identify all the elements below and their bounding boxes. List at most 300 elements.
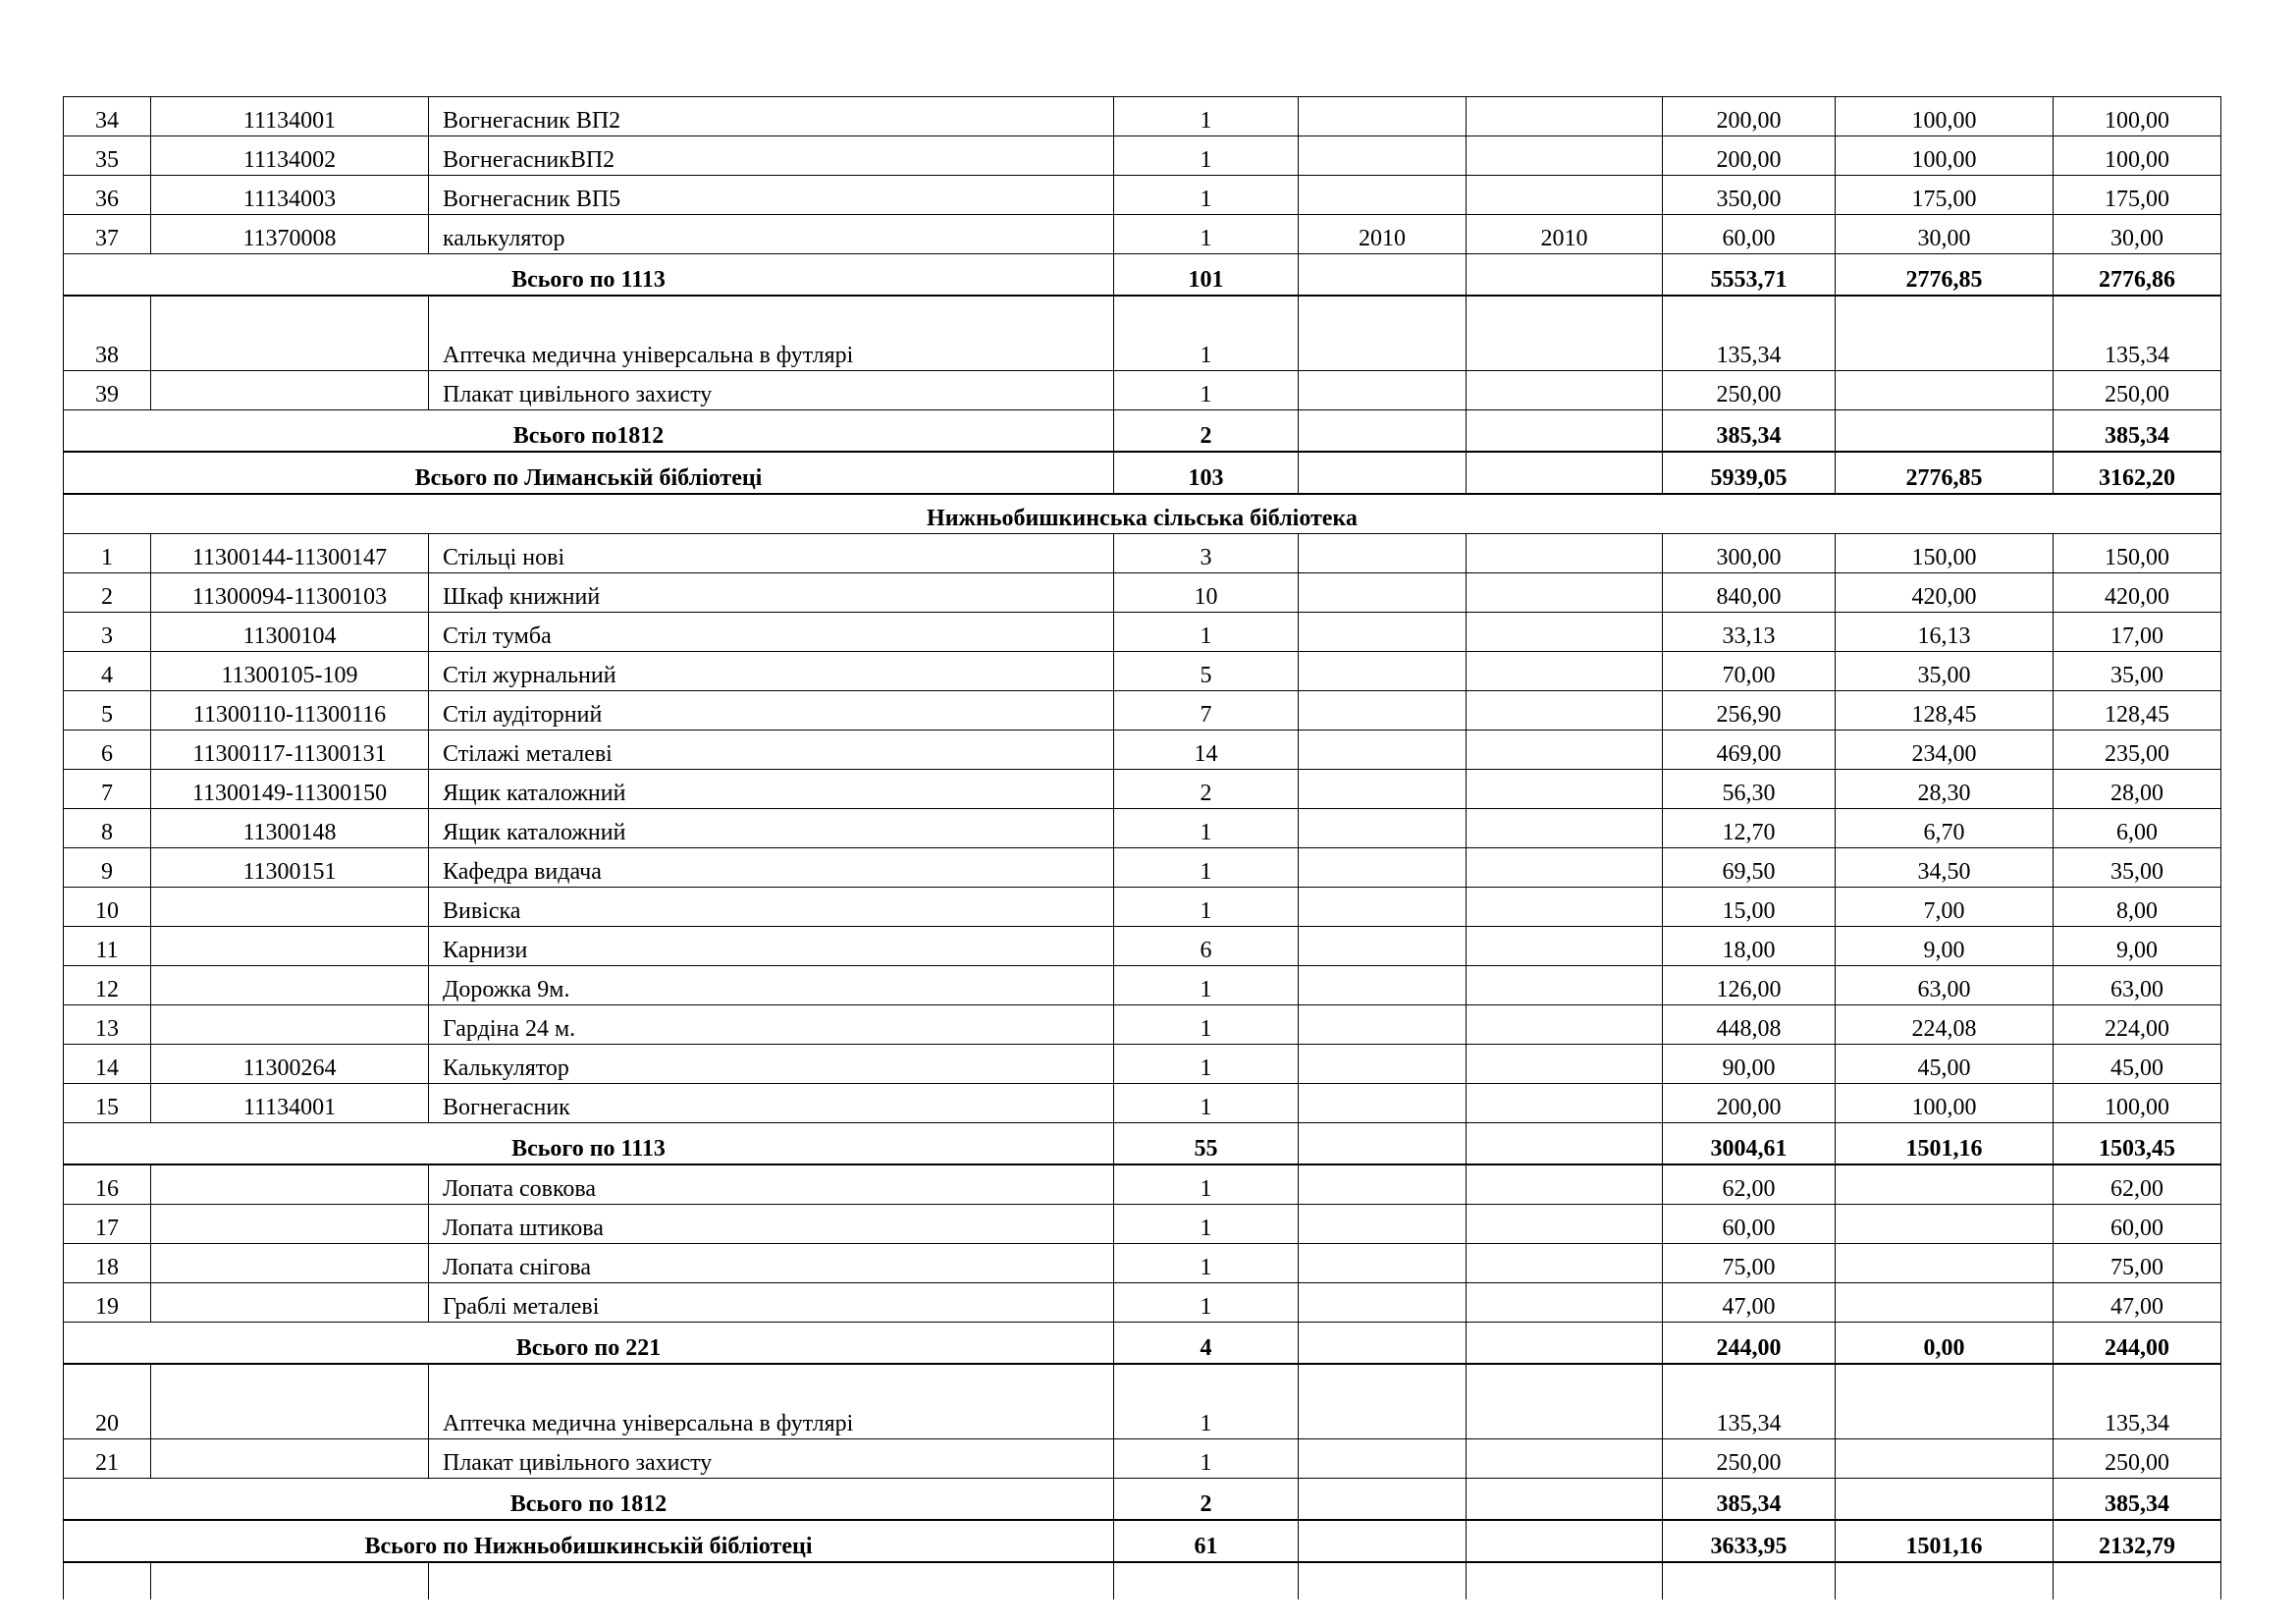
- year-cell: [1299, 848, 1467, 888]
- table-row: [64, 573, 2221, 613]
- inventory-code-cell: [151, 1244, 429, 1283]
- table-row: [64, 1084, 2221, 1123]
- subtotal-depreciation: [1836, 1479, 2054, 1521]
- inventory-code-cell: [151, 1283, 429, 1323]
- cost-cell: 60,00: [1663, 1205, 1836, 1244]
- inventory-code-cell: [151, 966, 429, 1005]
- row-number-cell: 34: [64, 97, 151, 136]
- quantity-cell: 1: [1114, 176, 1299, 215]
- table-row: [64, 1205, 2221, 1244]
- residual-value-cell: 28,00: [2054, 770, 2221, 809]
- depreciation-cell: [1836, 371, 2054, 410]
- table-row: [64, 1164, 2221, 1205]
- row-number-cell: 7: [64, 770, 151, 809]
- item-name-cell: Аптечка медична універсальна в футлярі: [429, 296, 1114, 371]
- depreciation-cell: 175,00: [1836, 176, 2054, 215]
- item-name-cell: Вивіска: [429, 888, 1114, 927]
- year-cell: [1467, 136, 1663, 176]
- row-number-cell: 36: [64, 176, 151, 215]
- residual-value-cell: 100,00: [2054, 97, 2221, 136]
- depreciation-cell: 150,00: [1836, 534, 2054, 573]
- row-number-cell: 5: [64, 691, 151, 731]
- year-cell: [1299, 534, 1467, 573]
- cost-cell: 840,00: [1663, 573, 1836, 613]
- depreciation-cell: 224,08: [1836, 1005, 2054, 1045]
- residual-value-cell: 47,00: [2054, 1283, 2221, 1323]
- table-row: [64, 809, 2221, 848]
- year-cell: [1467, 848, 1663, 888]
- empty-cell: [1467, 410, 1663, 453]
- subtotal-cost: 5553,71: [1663, 254, 1836, 297]
- empty-cell: [1299, 1123, 1467, 1165]
- subtotal-cost: 385,34: [1663, 1479, 1836, 1521]
- year-cell: [1467, 888, 1663, 927]
- inventory-code-cell: 11300104: [151, 613, 429, 652]
- empty-cell: [1299, 452, 1467, 494]
- subtotal-depreciation: 2776,85: [1836, 452, 2054, 494]
- row-number-cell: 2: [64, 573, 151, 613]
- table-row: [64, 534, 2221, 573]
- residual-value-cell: 75,00: [2054, 1244, 2221, 1283]
- residual-value-cell: 9,00: [2054, 927, 2221, 966]
- inventory-table-body: [64, 97, 2221, 1600]
- subtotal-cost: 385,34: [1663, 410, 1836, 453]
- cost-cell: 47,00: [1663, 1283, 1836, 1323]
- table-row: [64, 136, 2221, 176]
- year-cell: [1467, 1364, 1663, 1439]
- depreciation-cell: 6,70: [1836, 809, 2054, 848]
- item-name-cell: Плакат цивільного захисту: [429, 1439, 1114, 1479]
- subtotal-label: Всього по 221: [64, 1323, 1114, 1365]
- item-name-cell: Кафедра видача: [429, 848, 1114, 888]
- item-name-cell: Вогнегасник: [429, 1084, 1114, 1123]
- subtotal-label: Всього по1812: [64, 410, 1114, 453]
- empty-cell: [429, 1562, 1114, 1599]
- year-cell: [1299, 1244, 1467, 1283]
- item-name-cell: Карнизи: [429, 927, 1114, 966]
- subtotal-quantity: 2: [1114, 410, 1299, 453]
- row-number-cell: 18: [64, 1244, 151, 1283]
- residual-value-cell: 35,00: [2054, 848, 2221, 888]
- row-number-cell: 9: [64, 848, 151, 888]
- subtotal-quantity: 55: [1114, 1123, 1299, 1165]
- subtotal-residual-value: 244,00: [2054, 1323, 2221, 1365]
- empty-cell: [1467, 1323, 1663, 1365]
- item-name-cell: калькулятор: [429, 215, 1114, 254]
- empty-cell: [151, 1562, 429, 1599]
- quantity-cell: 10: [1114, 573, 1299, 613]
- quantity-cell: 6: [1114, 927, 1299, 966]
- inventory-code-cell: [151, 371, 429, 410]
- item-name-cell: Стільці нові: [429, 534, 1114, 573]
- year-cell: [1467, 97, 1663, 136]
- year-cell: [1467, 966, 1663, 1005]
- depreciation-cell: 100,00: [1836, 97, 2054, 136]
- residual-value-cell: 60,00: [2054, 1205, 2221, 1244]
- table-row: [64, 1244, 2221, 1283]
- residual-value-cell: 6,00: [2054, 809, 2221, 848]
- subtotal-residual-value: 385,34: [2054, 1479, 2221, 1521]
- subtotal-cost: 244,00: [1663, 1323, 1836, 1365]
- table-row: [64, 1439, 2221, 1479]
- item-name-cell: Лопата совкова: [429, 1164, 1114, 1205]
- year-cell: [1299, 573, 1467, 613]
- subtotal-quantity: 61: [1114, 1520, 1299, 1562]
- year-cell: [1467, 1283, 1663, 1323]
- year-cell: [1299, 97, 1467, 136]
- empty-cell: [1467, 1479, 1663, 1521]
- inventory-code-cell: 11300149-11300150: [151, 770, 429, 809]
- subtotal-row: [64, 1479, 2221, 1521]
- table-row: [64, 176, 2221, 215]
- residual-value-cell: 128,45: [2054, 691, 2221, 731]
- cost-cell: 448,08: [1663, 1005, 1836, 1045]
- year-cell: [1299, 1364, 1467, 1439]
- cost-cell: 56,30: [1663, 770, 1836, 809]
- subtotal-residual-value: 385,34: [2054, 410, 2221, 453]
- depreciation-cell: 9,00: [1836, 927, 2054, 966]
- subtotal-quantity: 2: [1114, 1479, 1299, 1521]
- depreciation-cell: 420,00: [1836, 573, 2054, 613]
- cost-cell: 90,00: [1663, 1045, 1836, 1084]
- item-name-cell: Лопата снігова: [429, 1244, 1114, 1283]
- year-cell: [1467, 1045, 1663, 1084]
- inventory-code-cell: 11300094-11300103: [151, 573, 429, 613]
- depreciation-cell: 30,00: [1836, 215, 2054, 254]
- quantity-cell: 1: [1114, 1205, 1299, 1244]
- row-number-cell: 14: [64, 1045, 151, 1084]
- table-row: [64, 1005, 2221, 1045]
- subtotal-cost: 5939,05: [1663, 452, 1836, 494]
- inventory-code-cell: 11300148: [151, 809, 429, 848]
- empty-cell: [1299, 410, 1467, 453]
- cost-cell: 15,00: [1663, 888, 1836, 927]
- quantity-cell: 1: [1114, 215, 1299, 254]
- quantity-cell: 1: [1114, 296, 1299, 371]
- row-number-cell: 16: [64, 1164, 151, 1205]
- table-row: [64, 296, 2221, 371]
- depreciation-cell: 45,00: [1836, 1045, 2054, 1084]
- subtotal-quantity: 101: [1114, 254, 1299, 297]
- item-name-cell: Стілажі металеві: [429, 731, 1114, 770]
- year-cell: [1467, 1205, 1663, 1244]
- year-cell: [1299, 371, 1467, 410]
- residual-value-cell: 30,00: [2054, 215, 2221, 254]
- inventory-code-cell: 11134001: [151, 1084, 429, 1123]
- cost-cell: 350,00: [1663, 176, 1836, 215]
- inventory-code-cell: 11134001: [151, 97, 429, 136]
- cost-cell: 135,34: [1663, 296, 1836, 371]
- cost-cell: 250,00: [1663, 371, 1836, 410]
- cost-cell: 135,34: [1663, 1364, 1836, 1439]
- quantity-cell: 1: [1114, 1439, 1299, 1479]
- subtotal-residual-value: 2132,79: [2054, 1520, 2221, 1562]
- year-cell: [1299, 691, 1467, 731]
- subtotal-depreciation: 0,00: [1836, 1323, 2054, 1365]
- cost-cell: 250,00: [1663, 1439, 1836, 1479]
- item-name-cell: Стіл тумба: [429, 613, 1114, 652]
- cost-cell: 256,90: [1663, 691, 1836, 731]
- subtotal-residual-value: 1503,45: [2054, 1123, 2221, 1165]
- cost-cell: 69,50: [1663, 848, 1836, 888]
- year-cell: [1467, 809, 1663, 848]
- quantity-cell: 1: [1114, 136, 1299, 176]
- year-cell: [1299, 966, 1467, 1005]
- empty-cell: [1836, 1562, 2054, 1599]
- inventory-code-cell: [151, 1005, 429, 1045]
- subtotal-row: [64, 254, 2221, 297]
- year-cell: [1299, 1164, 1467, 1205]
- cost-cell: 200,00: [1663, 1084, 1836, 1123]
- empty-cell: [1299, 1323, 1467, 1365]
- table-row: [64, 1045, 2221, 1084]
- year-cell: [1299, 652, 1467, 691]
- table-row: [64, 888, 2221, 927]
- quantity-cell: 2: [1114, 770, 1299, 809]
- row-number-cell: 19: [64, 1283, 151, 1323]
- row-number-cell: 21: [64, 1439, 151, 1479]
- inventory-code-cell: 11370008: [151, 215, 429, 254]
- quantity-cell: 1: [1114, 1283, 1299, 1323]
- depreciation-cell: [1836, 296, 2054, 371]
- year-cell: [1467, 770, 1663, 809]
- year-cell: [1467, 613, 1663, 652]
- subtotal-label: Всього по 1113: [64, 1123, 1114, 1165]
- year-cell: [1299, 927, 1467, 966]
- subtotal-label: Всього по Лиманській бібліотеці: [64, 452, 1114, 494]
- inventory-code-cell: [151, 1164, 429, 1205]
- row-number-cell: 13: [64, 1005, 151, 1045]
- cost-cell: 75,00: [1663, 1244, 1836, 1283]
- quantity-cell: 1: [1114, 1164, 1299, 1205]
- subtotal-depreciation: 2776,85: [1836, 254, 2054, 297]
- empty-cell: [1467, 1562, 1663, 1599]
- row-number-cell: 15: [64, 1084, 151, 1123]
- inventory-code-cell: 11134002: [151, 136, 429, 176]
- inventory-code-cell: [151, 1439, 429, 1479]
- year-cell: [1299, 1205, 1467, 1244]
- row-number-cell: 17: [64, 1205, 151, 1244]
- residual-value-cell: 100,00: [2054, 136, 2221, 176]
- year-cell: [1299, 136, 1467, 176]
- quantity-cell: 1: [1114, 371, 1299, 410]
- year-cell: [1467, 1439, 1663, 1479]
- subtotal-row: [64, 1123, 2221, 1165]
- cost-cell: 300,00: [1663, 534, 1836, 573]
- row-number-cell: 8: [64, 809, 151, 848]
- item-name-cell: Ящик каталожний: [429, 770, 1114, 809]
- residual-value-cell: 8,00: [2054, 888, 2221, 927]
- empty-cell: [2054, 1562, 2221, 1599]
- year-cell: [1467, 534, 1663, 573]
- residual-value-cell: 135,34: [2054, 1364, 2221, 1439]
- residual-value-cell: 250,00: [2054, 371, 2221, 410]
- year-cell: [1299, 1283, 1467, 1323]
- residual-value-cell: 235,00: [2054, 731, 2221, 770]
- section-title: Нижньобишкинська сільська бібліотека: [64, 494, 2221, 534]
- empty-cell: [1663, 1562, 1836, 1599]
- item-name-cell: Лопата штикова: [429, 1205, 1114, 1244]
- subtotal-residual-value: 2776,86: [2054, 254, 2221, 297]
- cost-cell: 200,00: [1663, 97, 1836, 136]
- cost-cell: 200,00: [1663, 136, 1836, 176]
- year-cell: [1467, 1244, 1663, 1283]
- residual-value-cell: 35,00: [2054, 652, 2221, 691]
- cost-cell: 12,70: [1663, 809, 1836, 848]
- row-number-cell: 6: [64, 731, 151, 770]
- inventory-code-cell: 11300144-11300147: [151, 534, 429, 573]
- row-number-cell: 1: [64, 534, 151, 573]
- subtotal-label: Всього по 1113: [64, 254, 1114, 297]
- depreciation-cell: 128,45: [1836, 691, 2054, 731]
- empty-cell: [1299, 1562, 1467, 1599]
- year-cell: [1299, 1005, 1467, 1045]
- inventory-code-cell: 11300264: [151, 1045, 429, 1084]
- residual-value-cell: 420,00: [2054, 573, 2221, 613]
- item-name-cell: Вогнегасник ВП2: [429, 97, 1114, 136]
- year-cell: 2010: [1467, 215, 1663, 254]
- year-cell: [1467, 296, 1663, 371]
- empty-cell: [1467, 1123, 1663, 1165]
- year-cell: 2010: [1299, 215, 1467, 254]
- subtotal-depreciation: 1501,16: [1836, 1123, 2054, 1165]
- depreciation-cell: [1836, 1283, 2054, 1323]
- depreciation-cell: 7,00: [1836, 888, 2054, 927]
- year-cell: [1467, 652, 1663, 691]
- inventory-code-cell: 11134003: [151, 176, 429, 215]
- inventory-code-cell: 11300110-11300116: [151, 691, 429, 731]
- inventory-code-cell: 11300151: [151, 848, 429, 888]
- subtotal-cost: 3633,95: [1663, 1520, 1836, 1562]
- year-cell: [1299, 1045, 1467, 1084]
- empty-row: [64, 1562, 2221, 1599]
- inventory-code-cell: [151, 927, 429, 966]
- year-cell: [1299, 296, 1467, 371]
- year-cell: [1299, 613, 1467, 652]
- residual-value-cell: 175,00: [2054, 176, 2221, 215]
- year-cell: [1467, 691, 1663, 731]
- cost-cell: 469,00: [1663, 731, 1836, 770]
- residual-value-cell: 100,00: [2054, 1084, 2221, 1123]
- row-number-cell: 12: [64, 966, 151, 1005]
- empty-cell: [1299, 254, 1467, 297]
- inventory-code-cell: [151, 1205, 429, 1244]
- table-row: [64, 966, 2221, 1005]
- subtotal-depreciation: [1836, 410, 2054, 453]
- row-number-cell: 3: [64, 613, 151, 652]
- year-cell: [1467, 176, 1663, 215]
- cost-cell: 18,00: [1663, 927, 1836, 966]
- quantity-cell: 1: [1114, 809, 1299, 848]
- empty-cell: [1114, 1562, 1299, 1599]
- depreciation-cell: 34,50: [1836, 848, 2054, 888]
- table-row: [64, 1364, 2221, 1439]
- depreciation-cell: 100,00: [1836, 136, 2054, 176]
- table-row: [64, 848, 2221, 888]
- year-cell: [1299, 1439, 1467, 1479]
- subtotal-label: Всього по 1812: [64, 1479, 1114, 1521]
- item-name-cell: Шкаф книжний: [429, 573, 1114, 613]
- item-name-cell: Гардіна 24 м.: [429, 1005, 1114, 1045]
- item-name-cell: Граблі металеві: [429, 1283, 1114, 1323]
- item-name-cell: Плакат цивільного захисту: [429, 371, 1114, 410]
- row-number-cell: 35: [64, 136, 151, 176]
- subtotal-label: Всього по Нижньобишкинській бібліотеці: [64, 1520, 1114, 1562]
- row-number-cell: 4: [64, 652, 151, 691]
- depreciation-cell: 28,30: [1836, 770, 2054, 809]
- table-row: [64, 770, 2221, 809]
- table-row: [64, 1283, 2221, 1323]
- item-name-cell: Дорожка 9м.: [429, 966, 1114, 1005]
- subtotal-cost: 3004,61: [1663, 1123, 1836, 1165]
- cost-cell: 126,00: [1663, 966, 1836, 1005]
- subtotal-residual-value: 3162,20: [2054, 452, 2221, 494]
- inventory-code-cell: 11300105-109: [151, 652, 429, 691]
- cost-cell: 33,13: [1663, 613, 1836, 652]
- item-name-cell: Стіл аудіторний: [429, 691, 1114, 731]
- year-cell: [1299, 1084, 1467, 1123]
- quantity-cell: 5: [1114, 652, 1299, 691]
- quantity-cell: 1: [1114, 1005, 1299, 1045]
- table-row: [64, 215, 2221, 254]
- depreciation-cell: 16,13: [1836, 613, 2054, 652]
- year-cell: [1299, 888, 1467, 927]
- subtotal-depreciation: 1501,16: [1836, 1520, 2054, 1562]
- inventory-code-cell: [151, 296, 429, 371]
- quantity-cell: 1: [1114, 966, 1299, 1005]
- depreciation-cell: 63,00: [1836, 966, 2054, 1005]
- item-name-cell: Вогнегасник ВП5: [429, 176, 1114, 215]
- item-name-cell: Стіл журнальний: [429, 652, 1114, 691]
- quantity-cell: 1: [1114, 1084, 1299, 1123]
- subtotal-quantity: 4: [1114, 1323, 1299, 1365]
- row-number-cell: 20: [64, 1364, 151, 1439]
- subtotal-row: [64, 452, 2221, 494]
- item-name-cell: Аптечка медична універсальна в футлярі: [429, 1364, 1114, 1439]
- residual-value-cell: 250,00: [2054, 1439, 2221, 1479]
- year-cell: [1467, 573, 1663, 613]
- year-cell: [1467, 1084, 1663, 1123]
- table-row: [64, 731, 2221, 770]
- depreciation-cell: [1836, 1244, 2054, 1283]
- year-cell: [1299, 770, 1467, 809]
- year-cell: [1467, 1164, 1663, 1205]
- empty-cell: [1467, 254, 1663, 297]
- quantity-cell: 7: [1114, 691, 1299, 731]
- quantity-cell: 3: [1114, 534, 1299, 573]
- residual-value-cell: 135,34: [2054, 296, 2221, 371]
- table-row: [64, 927, 2221, 966]
- depreciation-cell: [1836, 1205, 2054, 1244]
- residual-value-cell: 224,00: [2054, 1005, 2221, 1045]
- depreciation-cell: [1836, 1164, 2054, 1205]
- depreciation-cell: [1836, 1439, 2054, 1479]
- row-number-cell: 37: [64, 215, 151, 254]
- table-row: [64, 371, 2221, 410]
- row-number-cell: 11: [64, 927, 151, 966]
- empty-cell: [64, 1562, 151, 1599]
- year-cell: [1467, 731, 1663, 770]
- inventory-code-cell: [151, 888, 429, 927]
- cost-cell: 62,00: [1663, 1164, 1836, 1205]
- subtotal-row: [64, 1520, 2221, 1562]
- residual-value-cell: 150,00: [2054, 534, 2221, 573]
- residual-value-cell: 17,00: [2054, 613, 2221, 652]
- subtotal-quantity: 103: [1114, 452, 1299, 494]
- table-row: [64, 691, 2221, 731]
- subtotal-row: [64, 1323, 2221, 1365]
- quantity-cell: 1: [1114, 97, 1299, 136]
